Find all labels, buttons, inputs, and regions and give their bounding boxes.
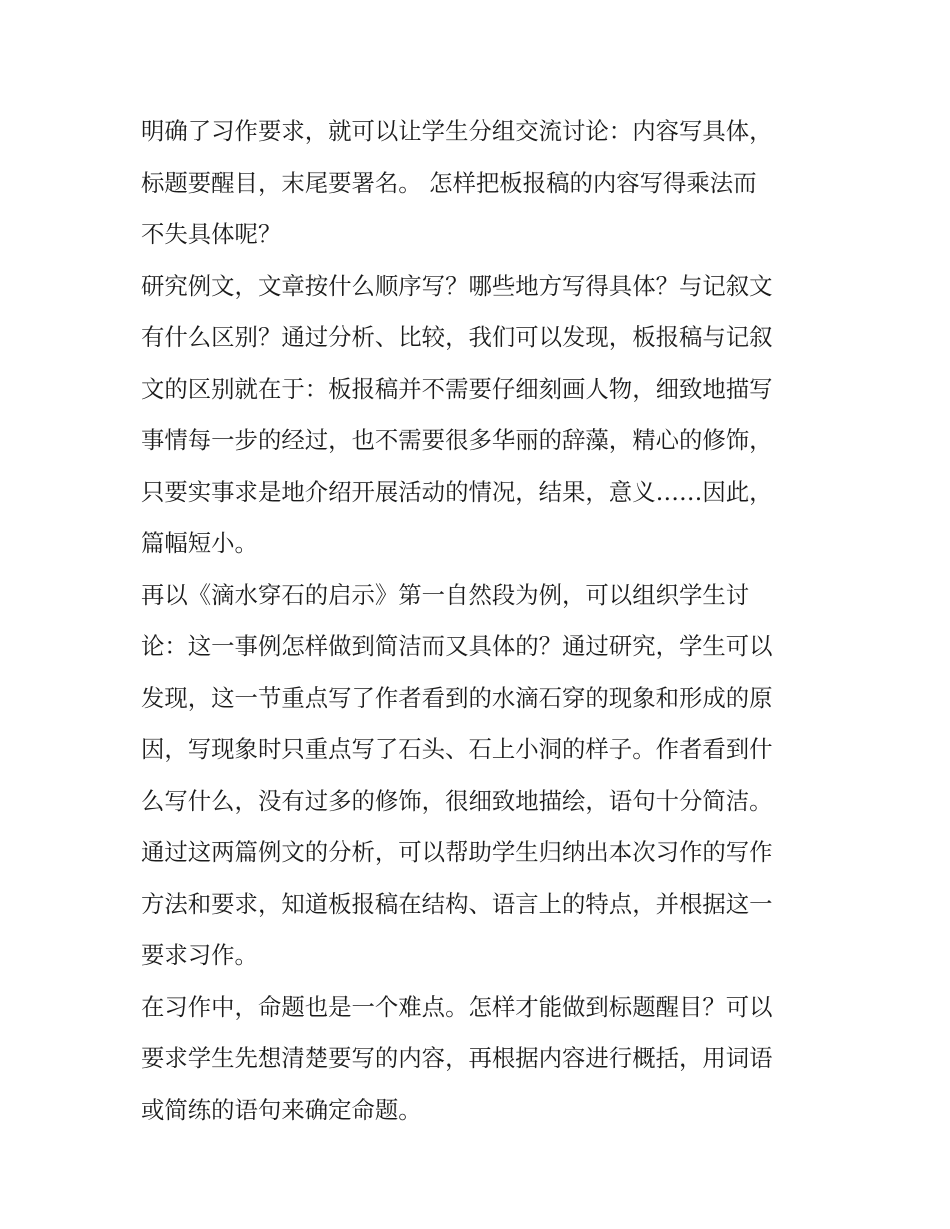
- text-line: 不失具体呢？: [141, 220, 282, 248]
- text-line: 发现，这一节重点写了作者看到的水滴石穿的现象和形成的原: [141, 683, 773, 712]
- text-line: 文的区别就在于：板报稿并不需要仔细刻画人物，细致地描写: [141, 374, 773, 403]
- text-line: 篇幅短小。: [141, 529, 258, 557]
- document-body: [141, 106, 813, 1136]
- text-line: 标题要醒目，末尾要署名。 怎样把板报稿的内容写得乘法而: [141, 168, 757, 197]
- text-line: 事情每一步的经过，也不需要很多华丽的辞藻，精心的修饰，: [141, 426, 773, 454]
- text-line: 要求习作。: [141, 941, 258, 969]
- text-line: 通过这两篇例文的分析，可以帮助学生归纳出本次习作的写作: [141, 838, 773, 866]
- text-line: 只要实事求是地介绍开展活动的情况，结果，意义……因此，: [141, 477, 773, 506]
- text-line: 有什么区别？通过分析、比较，我们可以发现，板报稿与记叙: [141, 323, 773, 351]
- text-line: 再以《滴水穿石的启示》第一自然段为例，可以组织学生讨: [141, 580, 750, 609]
- text-line: 要求学生先想清楚要写的内容，再根据内容进行概括，用词语: [141, 1044, 773, 1072]
- text-line: 么写什么，没有过多的修饰，很细致地描绘，语句十分简洁。: [141, 786, 773, 815]
- text-line: 因，写现象时只重点写了石头、石上小洞的样子。作者看到什: [141, 735, 773, 763]
- text-line: 研究例文，文章按什么顺序写？哪些地方写得具体？与记叙文: [141, 271, 773, 300]
- text-line: 或简练的语句来确定命题。: [141, 1095, 422, 1124]
- text-line: 论：这一事例怎样做到简洁而又具体的？通过研究，学生可以: [141, 632, 773, 660]
- text-line: 在习作中，命题也是一个难点。怎样才能做到标题醒目？可以: [141, 992, 773, 1021]
- text-line: 明确了习作要求，就可以让学生分组交流讨论：内容写具体，: [141, 117, 773, 145]
- text-line: 方法和要求，知道板报稿在结构、语言上的特点，并根据这一: [141, 889, 773, 918]
